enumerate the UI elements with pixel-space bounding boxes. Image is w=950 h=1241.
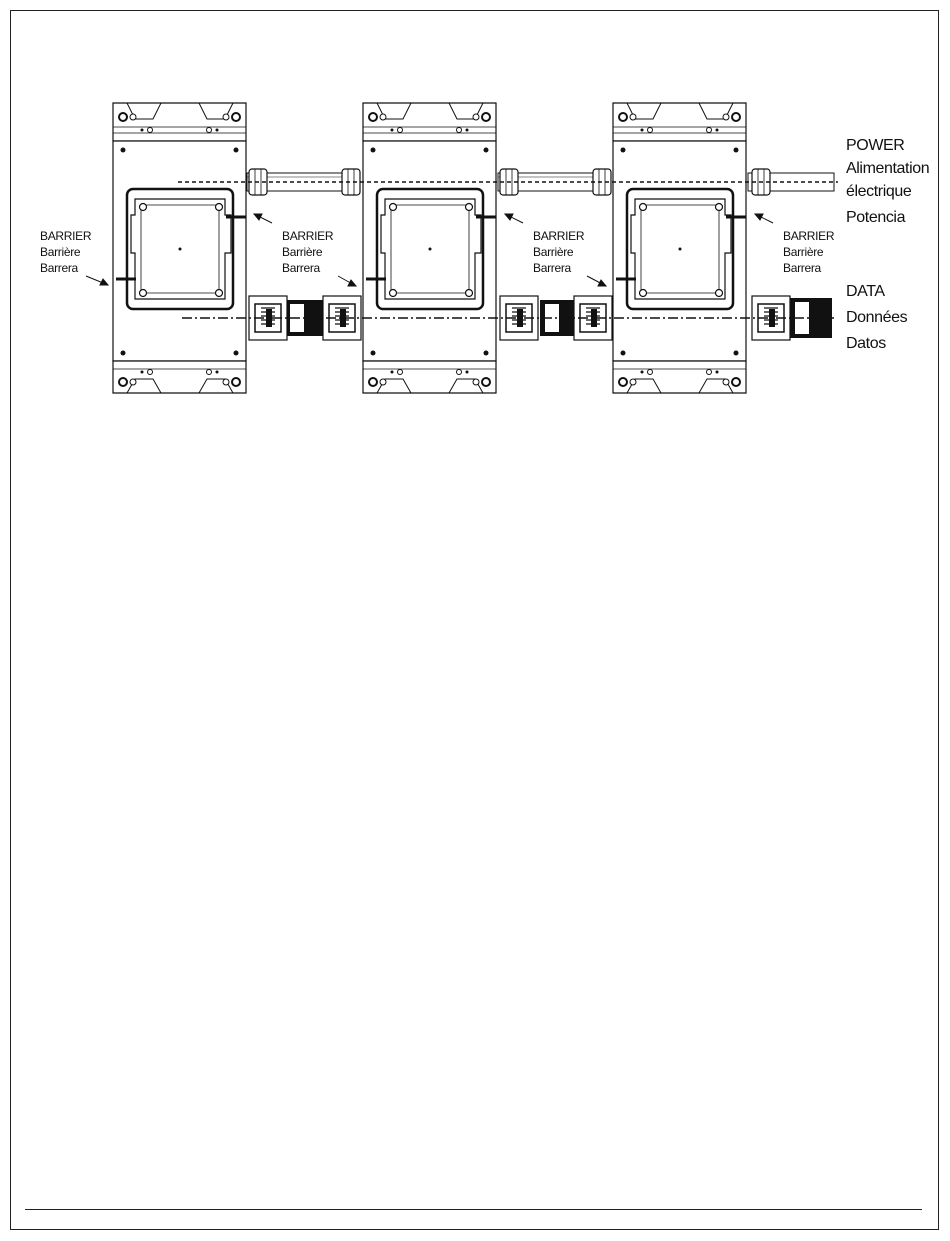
barrier-es: Barrera bbox=[533, 261, 571, 275]
barrier-label-4 bbox=[783, 228, 834, 276]
power-en: POWER bbox=[846, 137, 905, 154]
barrier-label-2 bbox=[282, 228, 333, 276]
barrier-es: Barrera bbox=[783, 261, 821, 275]
barrier-es: Barrera bbox=[282, 261, 320, 275]
power-fr-2: électrique bbox=[846, 183, 912, 200]
barrier-en: BARRIER bbox=[282, 229, 334, 243]
barrier-en: BARRIER bbox=[533, 229, 585, 243]
floor-box-assembly-diagram bbox=[0, 0, 950, 420]
barrier-en: BARRIER bbox=[40, 229, 92, 243]
data-fr: Données bbox=[846, 309, 908, 326]
barrier-fr: Barrière bbox=[282, 245, 323, 259]
barrier-fr: Barrière bbox=[783, 245, 824, 259]
footer-rule bbox=[25, 1209, 922, 1210]
power-label bbox=[846, 134, 929, 229]
barrier-en: BARRIER bbox=[783, 229, 835, 243]
barrier-fr: Barrière bbox=[533, 245, 574, 259]
data-label bbox=[846, 280, 907, 355]
power-fr-1: Alimentation bbox=[846, 160, 930, 177]
barrier-es: Barrera bbox=[40, 261, 78, 275]
data-es: Datos bbox=[846, 335, 886, 352]
barrier-label-3 bbox=[533, 228, 584, 276]
barrier-fr: Barrière bbox=[40, 245, 81, 259]
data-en: DATA bbox=[846, 283, 885, 300]
barrier-label-1 bbox=[40, 228, 91, 276]
power-es: Potencia bbox=[846, 209, 906, 226]
